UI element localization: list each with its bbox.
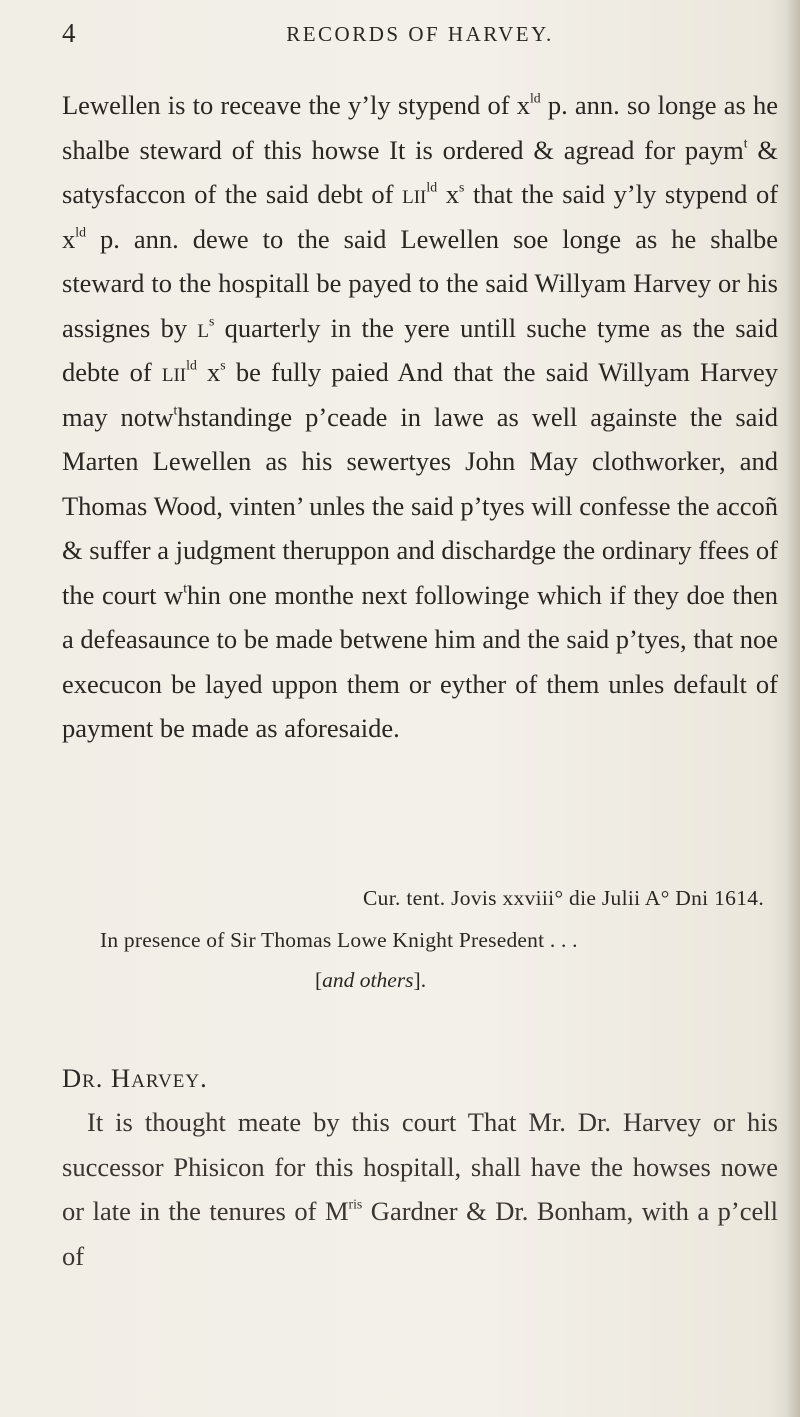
superscript: ld [186, 357, 197, 373]
superscript: ris [348, 1196, 363, 1212]
text-run: that the said y’ly stypend of x [62, 179, 779, 254]
superscript: s [220, 357, 226, 373]
superscript: t [743, 134, 748, 150]
superscript: t [173, 401, 178, 417]
small-caps-text: lii [402, 179, 427, 209]
others-note [315, 968, 426, 993]
text-run: hin one monthe next followinge which if they doe then a defeasaunce to be made betwene him and the said p’tyes, that noe execucon be layed uppon them or eyther of them unles default of payment be made as aforesaide. [62, 579, 778, 743]
text-run: be fully paied And that the said Willyam Harvey may notw [62, 357, 779, 432]
running-title: RECORDS OF HARVEY. [286, 22, 554, 46]
superscript: ld [75, 223, 86, 239]
text-run: Gardner & Dr. Bonham, with a p’cell of [62, 1196, 779, 1271]
entry-paragraph [62, 1100, 778, 1278]
superscript: ld [529, 90, 541, 106]
text-run: hstandinge p’ceade in lawe as well againste the said Marten Lewellen as his sewertyes John May clothworker, and Thomas Wood, vinten’ unles the said p’tyes will confesse the accoñ & suffer a judgment theruppon and dischardge the ordinary ffees of the court w [62, 401, 779, 610]
bracket-open: [ [315, 968, 323, 992]
text-run: & satysfaccon of the said debt of [62, 134, 778, 209]
superscript: s [458, 179, 465, 195]
bracket-close: ]. [413, 968, 427, 992]
paragraph-lewellen [62, 83, 778, 751]
text-run: p. ann. so longe as he shalbe steward of this howse It is ordered & agread for paym [62, 90, 778, 165]
superscript: s [209, 312, 215, 328]
small-caps-text: lii [161, 357, 187, 387]
presence-line: In presence of Sir Thomas Lowe Knight Presedent . . . [100, 928, 578, 952]
text-run: x [196, 357, 221, 387]
page-header [62, 18, 778, 52]
text-run: quarterly in the yere untill suche tyme as the said debte of [62, 312, 778, 387]
text-run: Lewellen is to receave the y’ly stypend of x [62, 90, 530, 120]
page-number: 4 [62, 18, 76, 48]
superscript: t [183, 579, 188, 595]
others-text: and others [322, 968, 414, 992]
text-run: It is thought meate by this court That Mr. Dr. Harvey or his successor Phisicon for this hospitall, shall have the howses nowe or late in the tenures of M [62, 1107, 778, 1226]
superscript: ld [426, 179, 438, 195]
entry-title: Dr. Harvey. [62, 1063, 208, 1093]
text-run: x [437, 179, 459, 209]
court-date-line: Cur. tent. Jovis xxviii° die Julii A° Dni 1614. [363, 886, 764, 910]
small-caps-text: l [197, 312, 210, 343]
page-edge-shadow [786, 0, 800, 1417]
text-run: p. ann. dewe to the said Lewellen soe longe as he shalbe steward to the hospitall be payed to the said Willyam Harvey or his assignes by [62, 223, 778, 343]
